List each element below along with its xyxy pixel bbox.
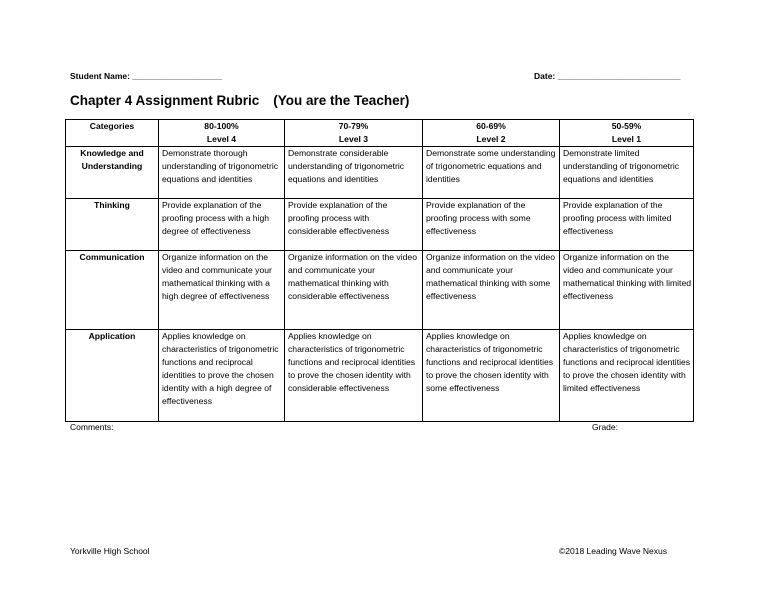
rubric-cell: Provide explanation of the proofing process with limited effectiveness: [560, 199, 694, 251]
category-cell: Knowledge and Understanding: [66, 147, 159, 199]
column-header-categories: [66, 120, 159, 147]
title-subtitle: (You are the Teacher): [273, 93, 410, 108]
rubric-cell: Applies knowledge on characteristics of trigonometric functions and reciprocal identities to prove the chosen identity with considerable effectiveness: [285, 330, 423, 422]
column-header-level-3: [285, 120, 423, 147]
column-subheading: Level 1: [611, 133, 642, 144]
column-header-level-4: [159, 120, 285, 147]
category-cell: Communication: [66, 251, 159, 330]
copyright-notice: ©2018 Leading Wave Nexus: [559, 546, 668, 556]
column-heading: 80-100%: [204, 121, 239, 131]
table-header-row: [66, 120, 694, 147]
rubric-cell: Demonstrate some understanding of trigonometric equations and identities: [423, 147, 560, 199]
column-heading: 60-69%: [476, 121, 506, 131]
category-cell: Application: [66, 330, 159, 422]
table-row-knowledge: [66, 147, 694, 199]
rubric-cell: Organize information on the video and communicate your mathematical thinking with limited effectiveness: [560, 251, 694, 330]
rubric-cell: Applies knowledge on characteristics of trigonometric functions and reciprocal identities to prove the chosen identity with a high degree of effectiveness: [159, 330, 285, 422]
column-heading: Categories: [89, 121, 135, 131]
page-title: [70, 93, 409, 108]
column-heading: 50-59%: [611, 121, 642, 131]
category-cell: Thinking: [66, 199, 159, 251]
rubric-cell: Organize information on the video and communicate your mathematical thinking with a high degree of effectiveness: [159, 251, 285, 330]
rubric-cell: Applies knowledge on characteristics of trigonometric functions and reciprocal identities to prove the chosen identity with limited effectiveness: [560, 330, 694, 422]
column-header-level-1: [560, 120, 694, 147]
rubric-cell: Demonstrate considerable understanding of trigonometric equations and identities: [285, 147, 423, 199]
rubric-cell: Provide explanation of the proofing process with a high degree of effectiveness: [159, 199, 285, 251]
column-header-level-2: [423, 120, 560, 147]
date-field: Date: __________________________: [534, 71, 681, 81]
rubric-cell: Organize information on the video and communicate your mathematical thinking with considerable effectiveness: [285, 251, 423, 330]
table-row-communication: [66, 251, 694, 330]
rubric-cell: Demonstrate thorough understanding of trigonometric equations and identities: [159, 147, 285, 199]
school-name: Yorkville High School: [70, 546, 150, 556]
rubric-cell: Organize information on the video and communicate your mathematical thinking with some effectiveness: [423, 251, 560, 330]
title-main: Chapter 4 Assignment Rubric: [70, 93, 260, 108]
student-name-field: Student Name: ___________________: [70, 71, 223, 81]
rubric-cell: Provide explanation of the proofing process with considerable effectiveness: [285, 199, 423, 251]
column-subheading: Level 4: [206, 133, 237, 144]
column-heading: 70-79%: [338, 121, 369, 131]
table-row-application: [66, 330, 694, 422]
comments-label: Comments:: [70, 422, 114, 432]
table-row-thinking: [66, 199, 694, 251]
rubric-cell: Applies knowledge on characteristics of trigonometric functions and reciprocal identities to prove the chosen identity with some effectiveness: [423, 330, 560, 422]
column-subheading: Level 3: [338, 133, 369, 144]
rubric-cell: Provide explanation of the proofing process with some effectiveness: [423, 199, 560, 251]
rubric-table: [65, 119, 694, 422]
column-subheading: Level 2: [476, 133, 506, 144]
grade-label: Grade:: [592, 422, 618, 432]
rubric-cell: Demonstrate limited understanding of trigonometric equations and identities: [560, 147, 694, 199]
